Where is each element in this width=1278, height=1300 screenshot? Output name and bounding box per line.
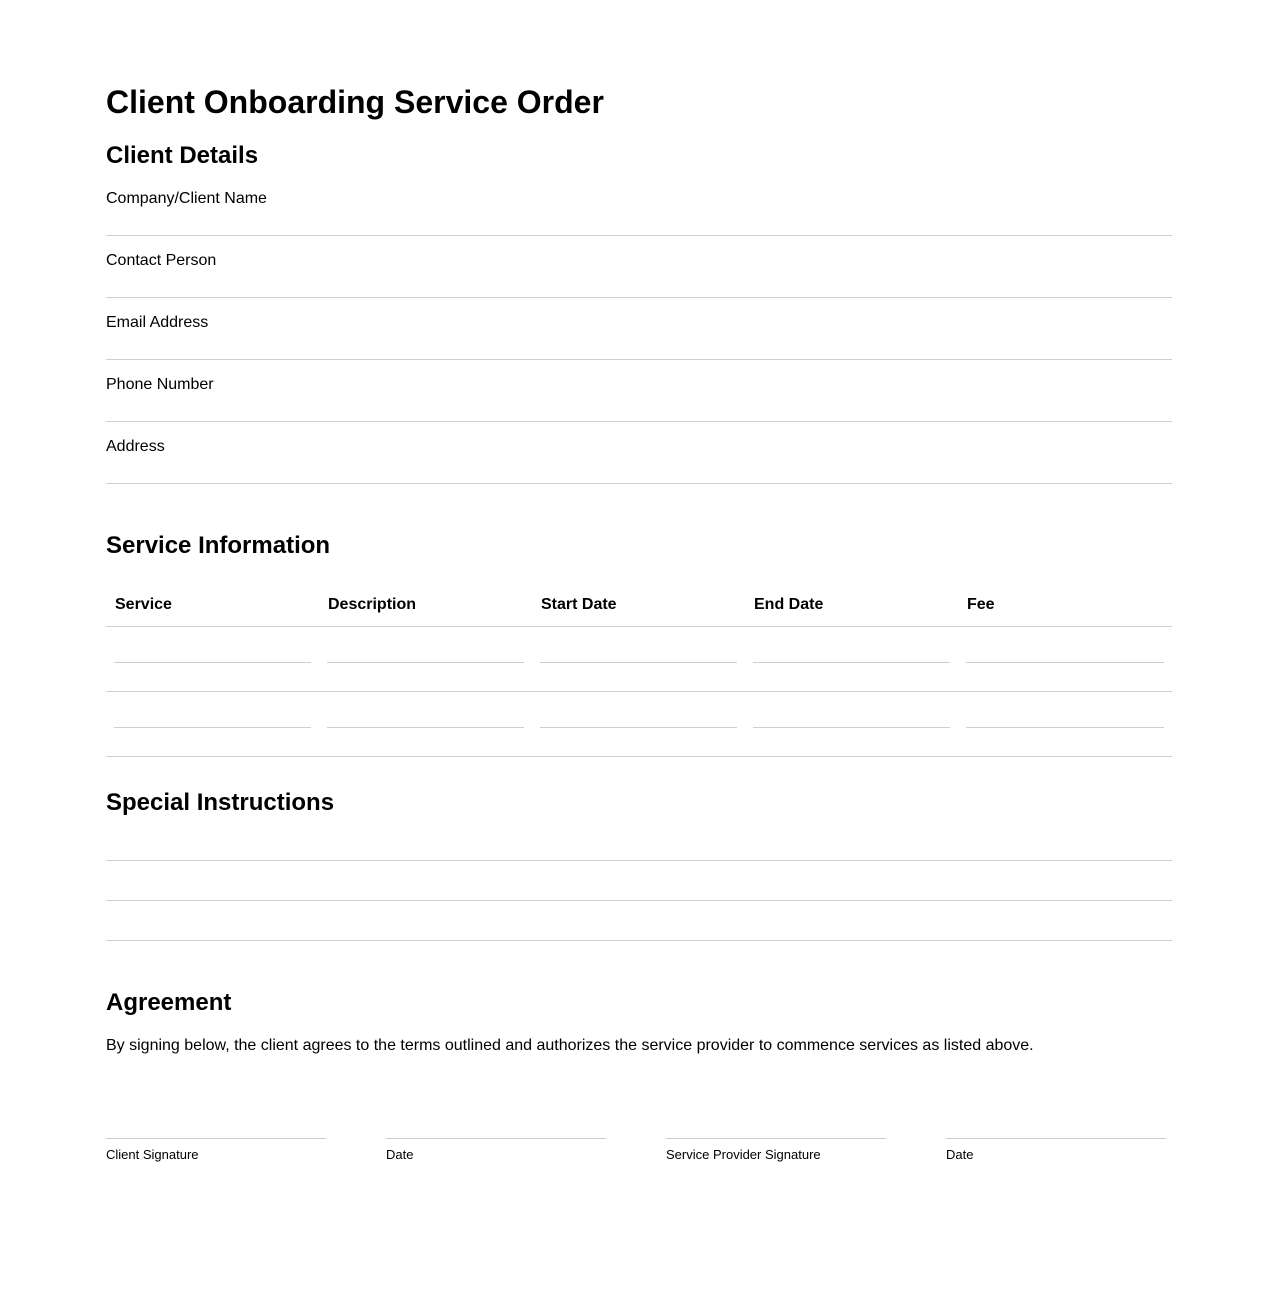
table-cell (745, 691, 958, 756)
phone-input[interactable] (106, 396, 1172, 420)
column-header-end-date: End Date (745, 584, 958, 626)
client-date-label: Date (386, 1147, 414, 1162)
start-date-input[interactable] (540, 702, 737, 728)
company-name-field (106, 174, 1172, 236)
page-title: Client Onboarding Service Order (106, 84, 604, 120)
client-details-heading: Client Details (106, 142, 259, 169)
client-date-block (386, 1108, 606, 1163)
table-row (106, 691, 1172, 756)
service-information-heading: Service Information (106, 532, 331, 559)
client-date-input[interactable] (386, 1108, 606, 1139)
client-signature-block (106, 1108, 326, 1163)
instructions-line-2[interactable] (106, 861, 1172, 901)
agreement-text: By signing below, the client agrees to the terms outlined and authorizes the service provider to commence services as listed above. (106, 1037, 1034, 1054)
special-instructions-heading: Special Instructions (106, 789, 335, 816)
contact-person-field (106, 236, 1172, 298)
provider-date-block (946, 1108, 1166, 1163)
address-input[interactable] (106, 458, 1172, 482)
provider-signature-label: Service Provider Signature (666, 1147, 821, 1162)
provider-signature-block (666, 1108, 886, 1163)
company-name-label: Company/Client Name (106, 190, 267, 207)
end-date-input[interactable] (753, 637, 950, 663)
table-cell (958, 626, 1172, 691)
column-header-fee: Fee (958, 584, 1172, 626)
phone-field (106, 360, 1172, 422)
client-signature-label: Client Signature (106, 1147, 199, 1162)
contact-person-input[interactable] (106, 272, 1172, 296)
start-date-input[interactable] (540, 637, 737, 663)
table-row (106, 626, 1172, 691)
provider-date-label: Date (946, 1147, 974, 1162)
email-label: Email Address (106, 314, 209, 331)
service-input[interactable] (114, 637, 311, 663)
email-field (106, 298, 1172, 360)
table-cell (958, 691, 1172, 756)
column-header-description: Description (319, 584, 532, 626)
table-cell (106, 626, 319, 691)
table-cell (745, 626, 958, 691)
table-cell (532, 626, 745, 691)
agreement-heading: Agreement (106, 989, 232, 1016)
phone-label: Phone Number (106, 376, 214, 393)
client-signature-input[interactable] (106, 1108, 326, 1139)
description-input[interactable] (327, 637, 524, 663)
company-name-input[interactable] (106, 210, 1172, 234)
email-input[interactable] (106, 334, 1172, 358)
table-header-row (106, 584, 1172, 626)
table-cell (319, 691, 532, 756)
end-date-input[interactable] (753, 702, 950, 728)
service-input[interactable] (114, 702, 311, 728)
column-header-start-date: Start Date (532, 584, 745, 626)
address-field (106, 422, 1172, 484)
column-header-service: Service (106, 584, 319, 626)
provider-signature-input[interactable] (666, 1108, 886, 1139)
contact-person-label: Contact Person (106, 252, 217, 269)
table-cell (106, 691, 319, 756)
instructions-line-1[interactable] (106, 821, 1172, 861)
table-cell (532, 691, 745, 756)
provider-date-input[interactable] (946, 1108, 1166, 1139)
instructions-line-3[interactable] (106, 901, 1172, 941)
service-table (106, 584, 1172, 757)
fee-input[interactable] (966, 637, 1164, 663)
address-label: Address (106, 438, 165, 455)
fee-input[interactable] (966, 702, 1164, 728)
description-input[interactable] (327, 702, 524, 728)
table-cell (319, 626, 532, 691)
